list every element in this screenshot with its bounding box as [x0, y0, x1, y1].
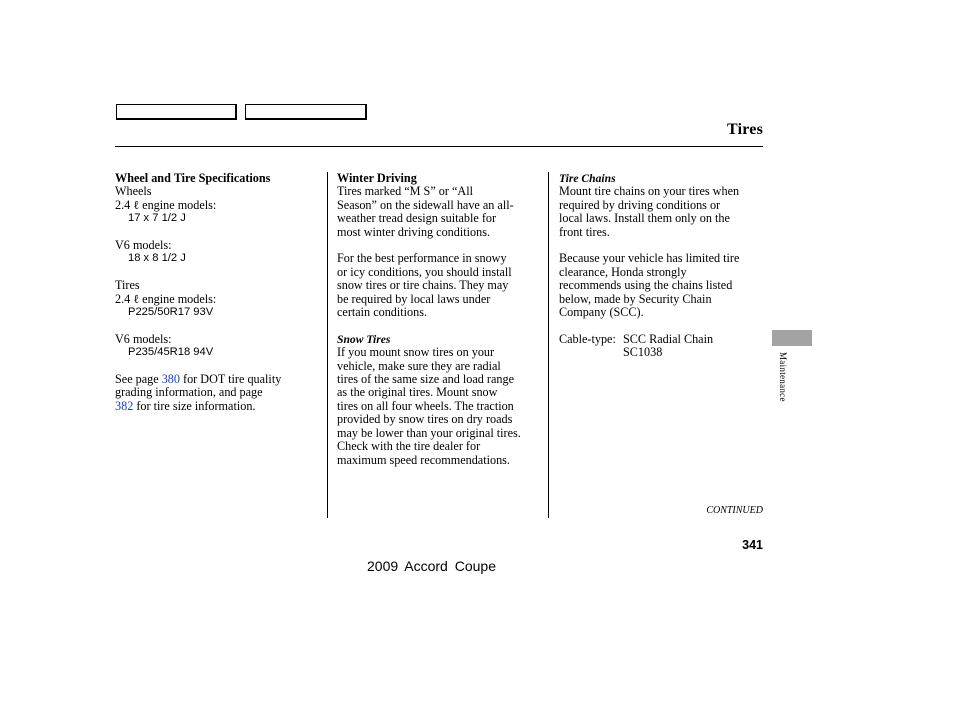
page-380-link[interactable]: 380 [161, 372, 180, 387]
wheels-24-label: 2.4 ℓ engine models: [115, 197, 217, 212]
cable-type-value: SCC Radial Chain SC1038 [623, 331, 714, 360]
footer-model: 2009 Accord Coupe [367, 558, 496, 574]
tires-24-label: 2.4 ℓ engine models: [115, 291, 217, 306]
maintenance-section-tab[interactable] [772, 330, 812, 346]
grading-reference: grading information, and page [115, 385, 263, 400]
dot-reference: See page 380 for DOT tire quality [115, 372, 282, 387]
page-382-link[interactable]: 382 [115, 398, 134, 413]
tire-chains-heading: Tire Chains [559, 172, 616, 185]
tires-v6-label: V6 models: [115, 331, 172, 346]
section-label: Maintenance [778, 352, 788, 402]
wheel-tire-specs-column [115, 172, 320, 413]
tires-label: Tires [115, 278, 140, 293]
tires-24-value: P225/50R17 93V [128, 306, 214, 319]
page-number: 341 [742, 538, 763, 552]
previous-page-button[interactable] [116, 104, 237, 120]
tire-chains-column: Tire Chains Mount tire chains on your tires when required by driving conditions or local laws. Install them only on the front tires. Because your vehicle has limited tire clearance, Honda strongly recommends using the chains listed below, made by Security Chain Company (SCC). Cable-type: SCC Radial Chain SC1038 [559, 172, 765, 360]
section-heading: Winter Driving [337, 171, 417, 185]
wheels-24-value: 17 x 7 1/2 J [128, 212, 186, 225]
winter-driving-column: Winter Driving Tires marked “M S” or “All Season” on the sidewall have an all- weather tread design suitable for most winter driving conditions. For the best performance in snowy or icy conditions, you should install snow tires or tire chains. They may be required by local laws under certain conditions. Snow Tires If you mount snow tires on your vehicle, make sure they are radial tires of the same size and load range as the original tires. Mount snow tires on all four wheels. The traction provided by snow tires on dry roads may be lower than your original tires. Check with the tire dealer for maximum speed recommendations. [337, 172, 545, 467]
title-divider [115, 146, 763, 147]
size-reference: 382 for tire size information. [115, 398, 256, 413]
section-heading: Wheel and Tire Specifications [115, 171, 271, 185]
page-title: Tires [727, 121, 763, 138]
next-page-button[interactable] [245, 104, 367, 120]
column-divider [327, 172, 328, 518]
cable-type-label: Cable-type: [559, 331, 616, 346]
snow-tires-heading: Snow Tires [337, 332, 391, 346]
wheels-v6-label: V6 models: [115, 238, 172, 253]
cable-type-spec [559, 333, 765, 360]
column-divider [548, 172, 549, 518]
continued-label: CONTINUED [706, 505, 763, 516]
wheels-label: Wheels [115, 184, 152, 199]
wheels-v6-value: 18 x 8 1/2 J [128, 252, 186, 265]
tires-v6-value: P235/45R18 94V [128, 346, 214, 359]
